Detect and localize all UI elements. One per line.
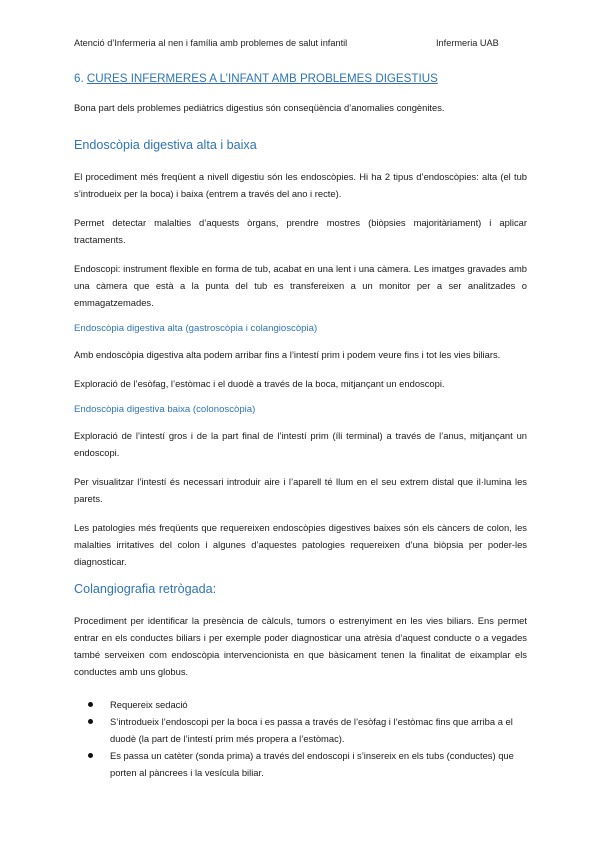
endoscopia-baixa-paragraph-1: Exploració de l’intestí gros i de la part final de l’intestí prim (íli terminal) a través de l’anus, mitjançant un endoscopi. (74, 430, 527, 458)
colangiografia-heading: Colangiografia retrògada: (74, 582, 217, 596)
endoscopia-paragraph-2: Permet detectar malalties d’aquests òrgans, prendre mostres (biòpsies majoritàriament) i aplicar tractaments. (74, 217, 527, 245)
section-title (74, 72, 527, 85)
list-item (110, 696, 527, 713)
list-item (110, 747, 527, 781)
colangiografia-paragraph-1: Procediment per identificar la presència de càlculs, tumors o estrenyiment en les vies biliars. Ens permet entrar en els conductes biliars i per exemple poder diagnosticar una atrèsia d’aquest conducte o a vegades també serveixen com endoscòpia intervencionista en que bàsicament tenen la finalitat de eixamplar els conductes amb uns globus. (74, 615, 527, 677)
colangiografia-bullet-list (74, 696, 527, 781)
section-intro: Bona part dels problemes pediàtrics digestius són conseqüència d’anomalies congènites. (74, 102, 445, 113)
bullet-icon (88, 702, 93, 707)
page-content (74, 72, 527, 781)
section-number: 6. (74, 72, 84, 85)
endoscopia-alta-heading: Endoscòpia digestiva alta (gastroscòpia i colangioscòpia) (74, 323, 318, 334)
header-institution: Infermeria UAB (436, 38, 499, 48)
bullet-icon (88, 753, 93, 758)
bullet-icon (88, 719, 93, 724)
section-title-text[interactable]: CURES INFERMERES A L’INFANT AMB PROBLEMES DIGESTIUS (86, 72, 438, 85)
list-item-text: S’introdueix l’endoscopi per la boca i es passa a través de l’esòfag i l’estòmac fins que arriba a el duodè (la part de l’intestí prim més propera a l’estòmac). (110, 716, 513, 744)
list-item-text: Requereix sedació (110, 699, 188, 710)
header-course-title: Atenció d’Infermeria al nen i família amb problemes de salut infantil (74, 38, 348, 48)
endoscopia-alta-paragraph-2: Exploració de l’esòfag, l’estòmac i el duodè a través de la boca, mitjançant un endoscopi. (74, 378, 445, 389)
endoscopia-heading: Endoscòpia digestiva alta i baixa (74, 138, 257, 152)
endoscopia-baixa-heading: Endoscòpia digestiva baixa (colonoscòpia) (74, 404, 256, 415)
list-item-text: Es passa un catèter (sonda prima) a través del endoscopi i s’insereix en els tubs (conductes) que porten al pàncrees i la vesícula biliar. (110, 750, 514, 778)
endoscopia-paragraph-1: El procediment més freqüent a nivell digestiu són les endoscòpies. Hi ha 2 tipus d’endoscòpies: alta (el tub s’introdueix per la boca) i baixa (entrem a través del ano i recte). (74, 171, 527, 199)
endoscopia-alta-paragraph-1: Amb endoscòpia digestiva alta podem arribar fins a l’intestí prim i podem veure fins i tot les vies biliars. (74, 349, 501, 360)
endoscopia-baixa-paragraph-2: Per visualitzar l’intestí és necessari introduir aire i l’aparell té llum en el seu extrem distal que il·lumina les parets. (74, 476, 527, 504)
endoscopia-baixa-paragraph-3: Les patologies més freqüents que requereixen endoscòpies digestives baixes són els càncers de colon, les malalties irritatives del colon i algunes d’aquestes patologies requereixen d’una biòpsia per poder-les diagnosticar. (74, 522, 527, 567)
list-item (110, 713, 527, 747)
endoscopia-paragraph-3: Endoscopi: instrument flexible en forma de tub, acabat en una lent i una càmera. Les imatges gravades amb una càmera que està a la punta del tub es transfereixen a un monitor per a ser analitzades o emmagatzemades. (74, 263, 527, 308)
